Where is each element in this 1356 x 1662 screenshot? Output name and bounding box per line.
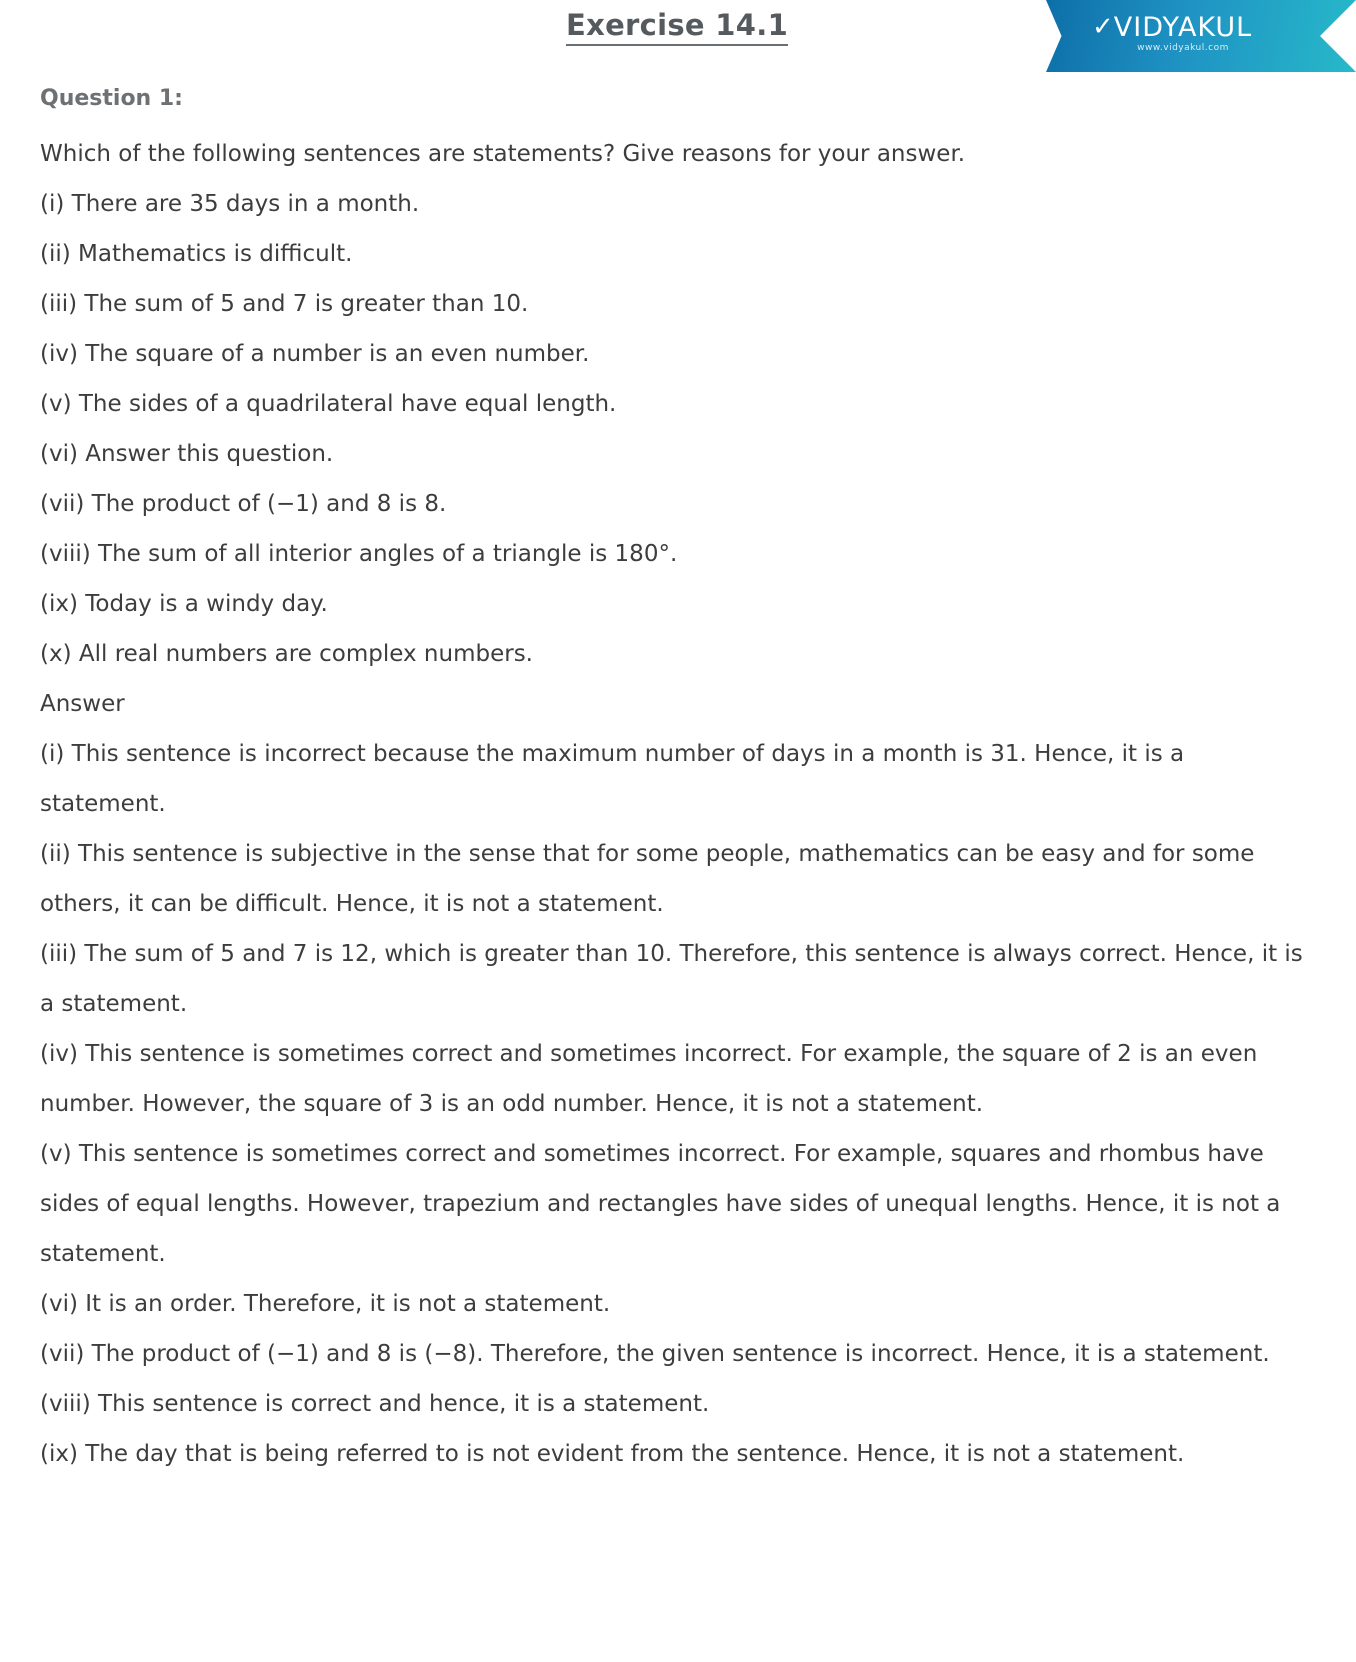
question-item: (x) All real numbers are complex numbers. bbox=[40, 641, 533, 667]
answer-item: (ii) This sentence is subjective in the sense that for some people, mathematics can be easy and for some others, it can be difficult. Hence, it is not a statement. bbox=[40, 841, 1255, 917]
question-item: (iii) The sum of 5 and 7 is greater than 10. bbox=[40, 291, 529, 317]
answer-item: (iv) This sentence is sometimes correct and sometimes incorrect. For example, the square of 2 is an even number. However, the square of 3 is an odd number. Hence, it is not a statement. bbox=[40, 1041, 1258, 1117]
answer-item: (vi) It is an order. Therefore, it is not a statement. bbox=[40, 1291, 611, 1317]
answer-item: (v) This sentence is sometimes correct and sometimes incorrect. For example, squares and rhombus have sides of equal lengths. However, trapezium and rectangles have sides of unequal lengths. Hence, it is not a statement. bbox=[40, 1141, 1281, 1267]
check-icon: ✓ bbox=[1092, 12, 1108, 42]
question-item: (vi) Answer this question. bbox=[40, 441, 334, 467]
answer-item: (iii) The sum of 5 and 7 is 12, which is greater than 10. Therefore, this sentence is always correct. Hence, it is a statement. bbox=[40, 941, 1303, 1017]
question-item: (viii) The sum of all interior angles of a triangle is 180°. bbox=[40, 541, 678, 567]
answer-heading: Answer bbox=[40, 691, 125, 717]
question-item: (ii) Mathematics is difficult. bbox=[40, 241, 353, 267]
answer-item: (i) This sentence is incorrect because the maximum number of days in a month is 31. Hence, it is a statement. bbox=[40, 741, 1185, 817]
question-item: (vii) The product of (−1) and 8 is 8. bbox=[40, 491, 447, 517]
brand-name: VIDYAKUL bbox=[1113, 12, 1253, 43]
page-header bbox=[38, 0, 1316, 86]
answer-item: (ix) The day that is being referred to is not evident from the sentence. Hence, it is not a statement. bbox=[40, 1441, 1185, 1467]
brand-text bbox=[1114, 14, 1252, 53]
answer-item: (vii) The product of (−1) and 8 is (−8). Therefore, the given sentence is incorrect. Hence, it is a statement. bbox=[40, 1341, 1270, 1367]
brand-url: www.vidyakul.com bbox=[1137, 43, 1229, 53]
question-item: (v) The sides of a quadrilateral have equal length. bbox=[40, 391, 617, 417]
question-item: (i) There are 35 days in a month. bbox=[40, 191, 420, 217]
page-title-text: Exercise 14.1 bbox=[566, 8, 788, 46]
answer-item: (viii) This sentence is correct and hence, it is a statement. bbox=[40, 1391, 710, 1417]
question-prompt: Which of the following sentences are statements? Give reasons for your answer. bbox=[40, 141, 966, 167]
question-item: (iv) The square of a number is an even number. bbox=[40, 341, 590, 367]
brand-content bbox=[1092, 14, 1252, 53]
question-item: (ix) Today is a windy day. bbox=[40, 591, 328, 617]
brand-logo bbox=[1046, 0, 1356, 72]
question-label: Question 1: bbox=[40, 86, 183, 111]
